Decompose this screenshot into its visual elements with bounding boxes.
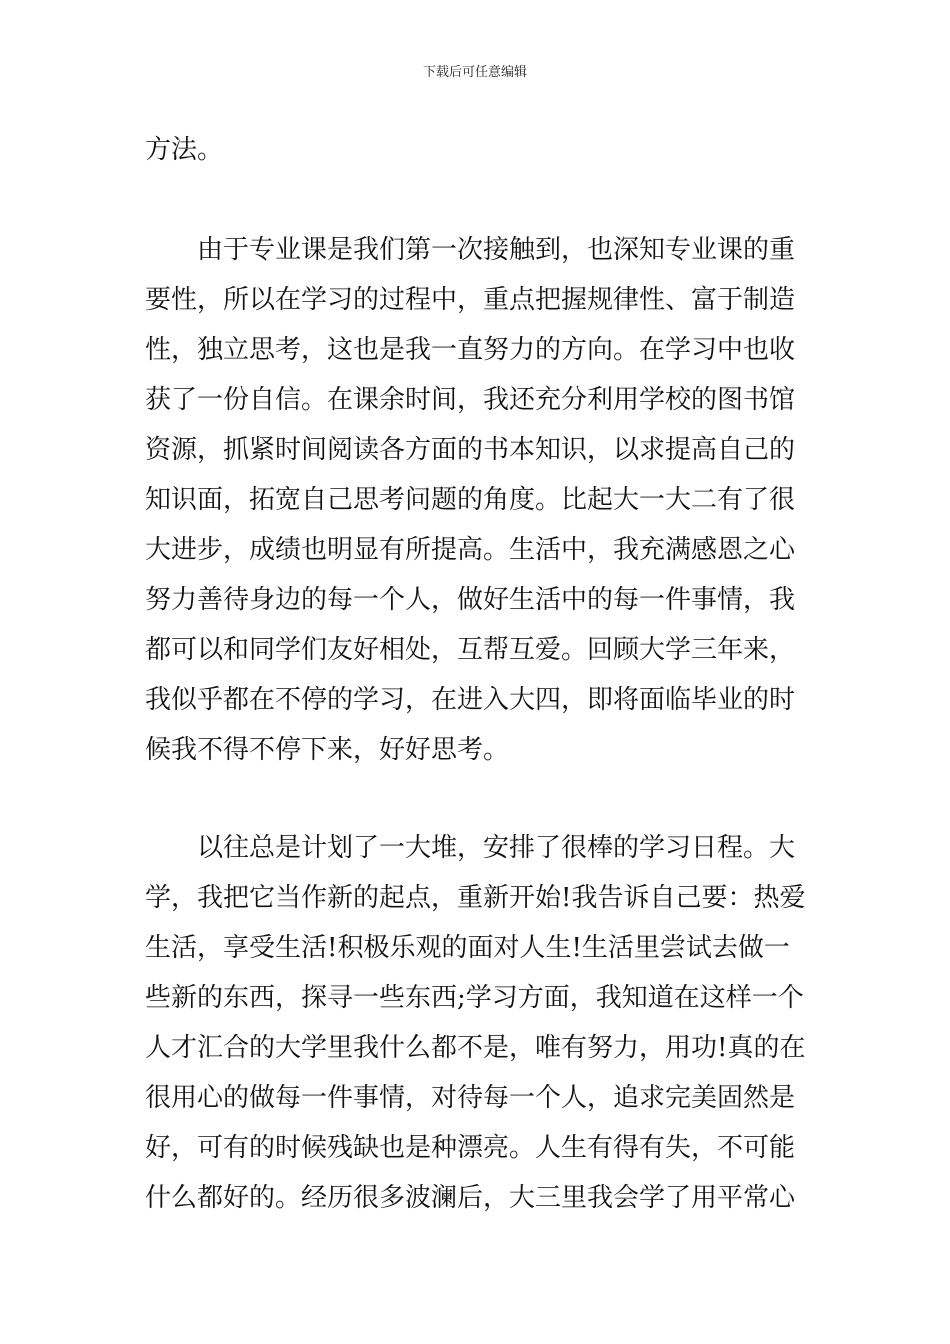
- text-line: 由于专业课是我们第一次接触到，也深知专业课的重: [145, 235, 796, 265]
- text-line: 都可以和同学们友好相处，互帮互爱。回顾大学三年来，: [145, 635, 796, 665]
- text-line: 好，可有的时候残缺也是种漂亮。人生有得有失，不可能: [145, 1133, 796, 1163]
- text-line: 资源，抓紧时间阅读各方面的书本知识，以求提高自己的: [145, 435, 796, 465]
- text-line: 大进步，成绩也明显有所提高。生活中，我充满感恩之心: [145, 535, 796, 565]
- text-line: 性，独立思考，这也是我一直努力的方向。在学习中也收: [145, 335, 796, 365]
- lead-paragraph: [145, 125, 810, 175]
- text-line: 方法。: [145, 135, 224, 165]
- text-line: 候我不得不停下来，好好思考。: [145, 735, 510, 765]
- text-line: 以往总是计划了一大堆，安排了很棒的学习日程。大: [145, 833, 796, 863]
- text-line: 努力善待身边的每一个人，做好生活中的每一件事情，我: [145, 585, 796, 615]
- text-line: 知识面，拓宽自己思考问题的角度。比起大一大二有了很: [145, 485, 796, 515]
- text-line: 生活，享受生活!积极乐观的面对人生!生活里尝试去做一: [145, 933, 790, 963]
- text-line: 很用心的做每一件事情，对待每一个人，追求完美固然是: [145, 1083, 796, 1113]
- text-line: 人才汇合的大学里我什么都不是，唯有努力，用功!真的在: [145, 1033, 806, 1063]
- text-line: 获了一份自信。在课余时间，我还充分利用学校的图书馆: [145, 385, 796, 415]
- text-line: 什么都好的。经历很多波澜后，大三里我会学了用平常心: [145, 1183, 796, 1213]
- paragraph-1: [145, 225, 810, 775]
- text-line: 我似乎都在不停的学习，在进入大四，即将面临毕业的时: [145, 685, 796, 715]
- page-header: 下载后可任意编辑: [422, 65, 527, 80]
- text-line: 些新的东西，探寻一些东西;学习方面，我知道在这样一个: [145, 983, 804, 1013]
- text-line: 要性，所以在学习的过程中，重点把握规律性、富于制造: [145, 285, 796, 315]
- text-line: 学，我把它当作新的起点，重新开始!我告诉自己要：热爱: [145, 883, 806, 913]
- paragraph-2: [145, 823, 810, 1223]
